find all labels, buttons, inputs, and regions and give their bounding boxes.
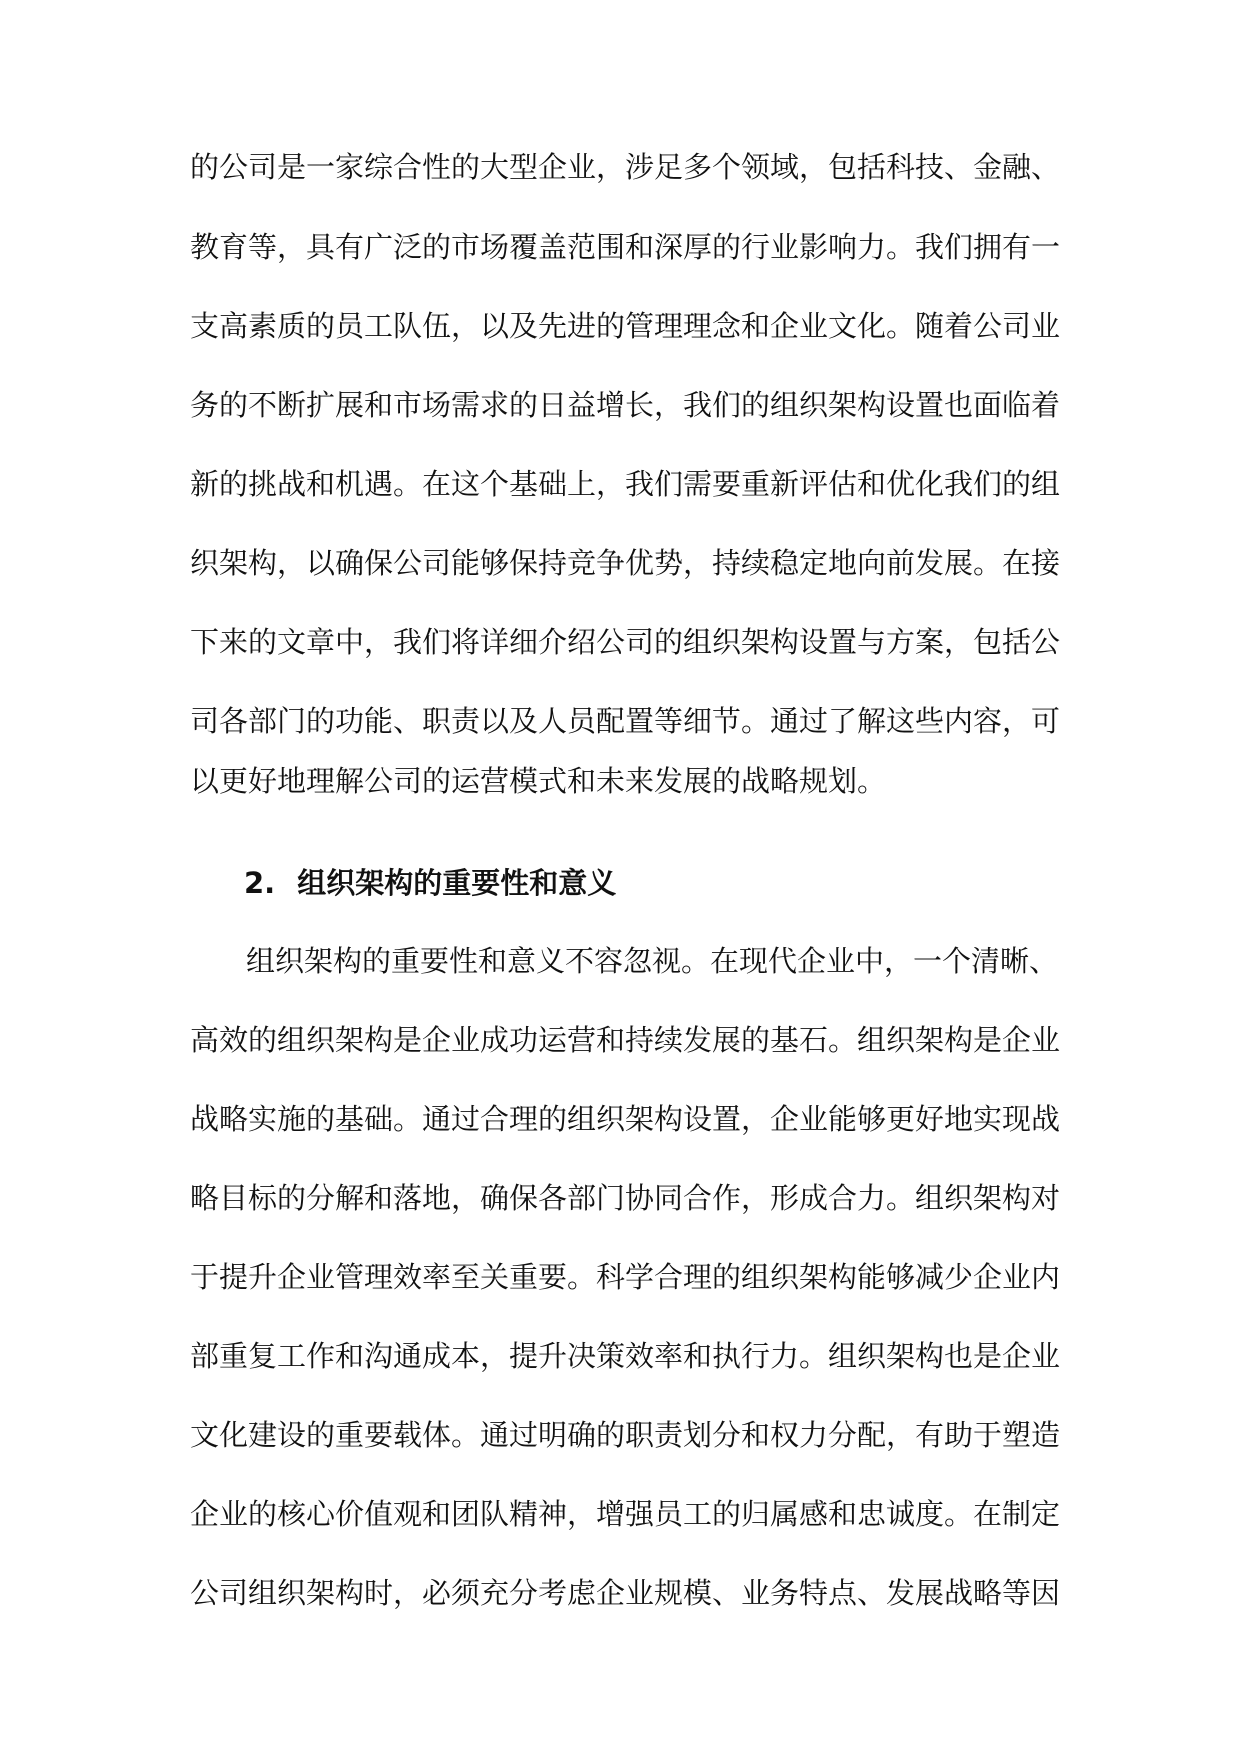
paragraph-line: 公司组织架构时，必须充分考虑企业规模、业务特点、发展战略等因 <box>190 1576 1061 1610</box>
paragraph-line: 支高素质的员工队伍，以及先进的管理理念和企业文化。随着公司业 <box>190 309 1061 343</box>
section-number: 2. <box>244 866 276 900</box>
paragraph-line: 文化建设的重要载体。通过明确的职责划分和权力分配，有助于塑造 <box>190 1418 1061 1452</box>
paragraph-line: 以更好地理解公司的运营模式和未来发展的战略规划。 <box>190 764 887 798</box>
paragraph-line: 略目标的分解和落地，确保各部门协同合作，形成合力。组织架构对 <box>190 1181 1061 1215</box>
section-title: 组织架构的重要性和意义 <box>297 866 617 900</box>
paragraph-line: 的公司是一家综合性的大型企业，涉足多个领域，包括科技、金融、 <box>190 150 1061 184</box>
paragraph-line: 务的不断扩展和市场需求的日益增长，我们的组织架构设置也面临着 <box>190 388 1061 422</box>
section-heading <box>244 863 616 903</box>
paragraph-line: 高效的组织架构是企业成功运营和持续发展的基石。组织架构是企业 <box>190 1023 1061 1057</box>
paragraph-line: 组织架构的重要性和意义不容忽视。在现代企业中，一个清晰、 <box>246 944 1059 978</box>
paragraph-line: 教育等，具有广泛的市场覆盖范围和深厚的行业影响力。我们拥有一 <box>190 230 1061 264</box>
paragraph-line: 下来的文章中，我们将详细介绍公司的组织架构设置与方案，包括公 <box>190 625 1061 659</box>
paragraph-line: 于提升企业管理效率至关重要。科学合理的组织架构能够减少企业内 <box>190 1260 1061 1294</box>
paragraph-line: 企业的核心价值观和团队精神，增强员工的归属感和忠诚度。在制定 <box>190 1497 1061 1531</box>
paragraph-line: 新的挑战和机遇。在这个基础上，我们需要重新评估和优化我们的组 <box>190 467 1061 501</box>
paragraph-line: 司各部门的功能、职责以及人员配置等细节。通过了解这些内容，可 <box>190 704 1061 738</box>
paragraph-line: 部重复工作和沟通成本，提升决策效率和执行力。组织架构也是企业 <box>190 1339 1061 1373</box>
paragraph-line: 战略实施的基础。通过合理的组织架构设置，企业能够更好地实现战 <box>190 1102 1061 1136</box>
paragraph-line: 织架构，以确保公司能够保持竞争优势，持续稳定地向前发展。在接 <box>190 546 1061 580</box>
